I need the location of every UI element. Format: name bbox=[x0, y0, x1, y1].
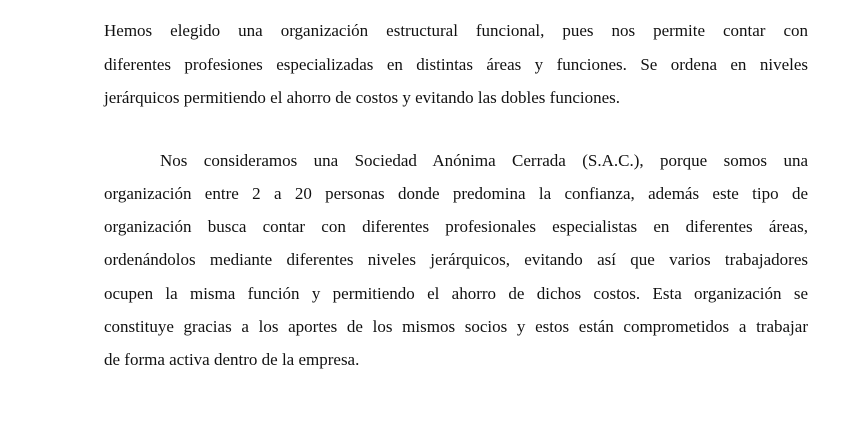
paragraph-line: diferentes profesiones especializadas en distintas áreas y funciones. Se ordena en niveles bbox=[104, 55, 808, 74]
paragraph-line: de forma activa dentro de la empresa. bbox=[104, 350, 360, 369]
paragraph-line: jerárquicos permitiendo el ahorro de costos y evitando las dobles funciones. bbox=[104, 88, 620, 107]
paragraph-line: ordenándolos mediante diferentes niveles jerárquicos, evitando así que varios trabajadores bbox=[104, 250, 808, 269]
paragraph-line: Hemos elegido una organización estructural funcional, pues nos permite contar con bbox=[104, 21, 808, 40]
paragraph-line: organización entre 2 a 20 personas donde predomina la confianza, además este tipo de bbox=[104, 184, 808, 203]
paragraph-line: organización busca contar con diferentes profesionales especialistas en diferentes áreas, bbox=[104, 217, 808, 236]
paragraph-line: ocupen la misma función y permitiendo el ahorro de dichos costos. Esta organización se bbox=[104, 284, 808, 303]
paragraph-line: constituye gracias a los aportes de los mismos socios y estos están comprometidos a trabajar bbox=[104, 317, 808, 336]
paragraph-line: Nos consideramos una Sociedad Anónima Cerrada (S.A.C.), porque somos una bbox=[160, 151, 808, 170]
